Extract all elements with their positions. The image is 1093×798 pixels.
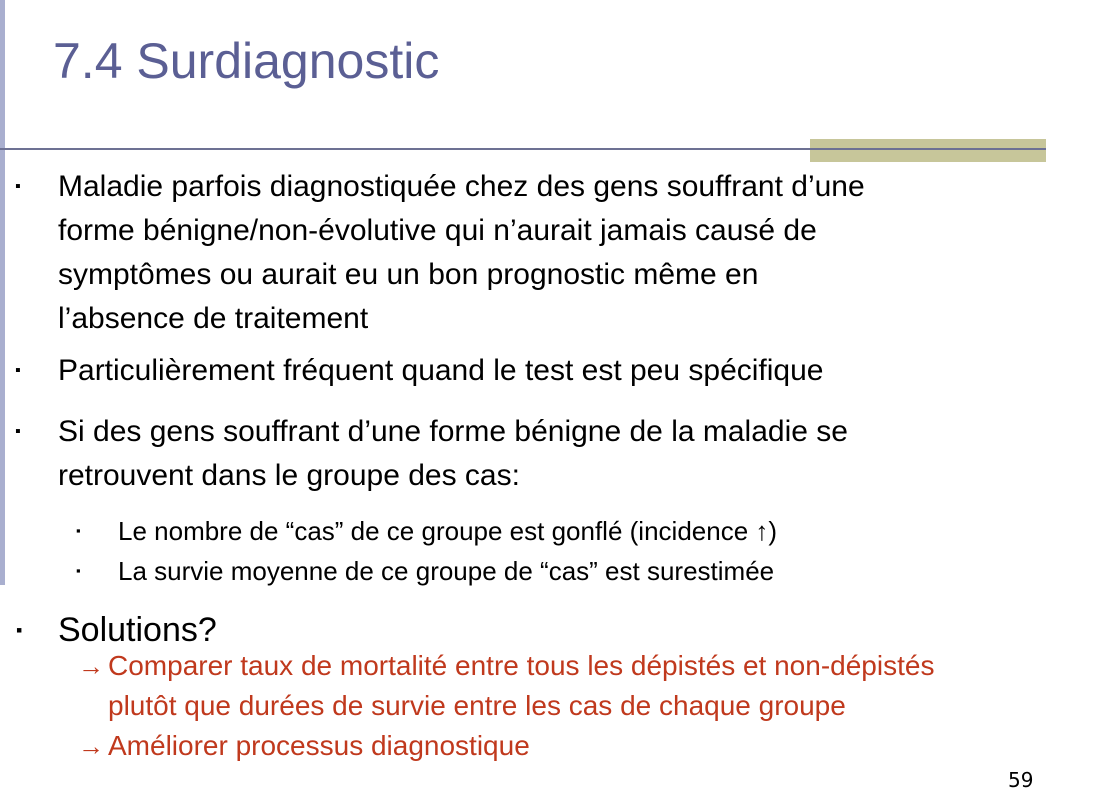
sub-bullet-marker-icon: ▪ bbox=[76, 563, 81, 578]
solution-line: Améliorer processus diagnostique bbox=[108, 730, 530, 761]
bullet-line: Particulièrement fréquent quand le test est peu spécifique bbox=[58, 354, 824, 387]
bullet-marker-icon: ▪ bbox=[15, 423, 21, 440]
left-border-rule bbox=[0, 0, 5, 585]
slide-title: 7.4 Surdiagnostic bbox=[53, 33, 440, 89]
bullet-line: symptômes ou aurait eu un bon prognostic même en bbox=[58, 258, 759, 291]
bullet-line: Maladie parfois diagnostiquée chez des gens souffrant d’une bbox=[58, 170, 865, 203]
bullet-marker-icon: ▪ bbox=[15, 178, 21, 195]
page-number: 59 bbox=[1008, 768, 1034, 792]
bullet-benign-cases bbox=[15, 410, 848, 498]
sub-bullet-text: Le nombre de “cas” de ce groupe est gonflé (incidence ↑) bbox=[118, 516, 778, 546]
bullet-marker-icon: ▪ bbox=[15, 362, 21, 379]
solution-improve-diagnosis bbox=[78, 726, 530, 766]
solution-line: Comparer taux de mortalité entre tous les dépistés et non-dépistés bbox=[108, 650, 935, 681]
bullet-marker-icon: ▪ bbox=[16, 620, 23, 640]
sub-bullet-overestimated-survival bbox=[76, 551, 775, 591]
bullet-line: Si des gens souffrant d’une forme bénigne de la maladie se bbox=[58, 415, 848, 448]
bullet-line: forme bénigne/non-évolutive qui n’aurait jamais causé de bbox=[58, 214, 817, 247]
sub-bullet-marker-icon: ▪ bbox=[76, 523, 81, 538]
right-arrow-icon: → bbox=[78, 651, 104, 681]
bullet-overdiagnosis-definition bbox=[15, 165, 865, 341]
solutions-label: Solutions? bbox=[58, 611, 217, 649]
solution-compare-mortality bbox=[78, 646, 935, 726]
bullet-low-specificity bbox=[15, 349, 824, 393]
right-arrow-icon: → bbox=[78, 731, 104, 761]
accent-bar bbox=[810, 139, 1046, 162]
sub-bullet-text: La survie moyenne de ce groupe de “cas” est surestimée bbox=[118, 556, 775, 586]
bullet-line: l’absence de traitement bbox=[58, 302, 369, 335]
sub-bullet-inflated-incidence bbox=[76, 511, 778, 551]
bullet-line: retrouvent dans le groupe des cas: bbox=[58, 459, 520, 492]
solution-line: plutôt que durées de survie entre les cas de chaque groupe bbox=[108, 690, 846, 721]
